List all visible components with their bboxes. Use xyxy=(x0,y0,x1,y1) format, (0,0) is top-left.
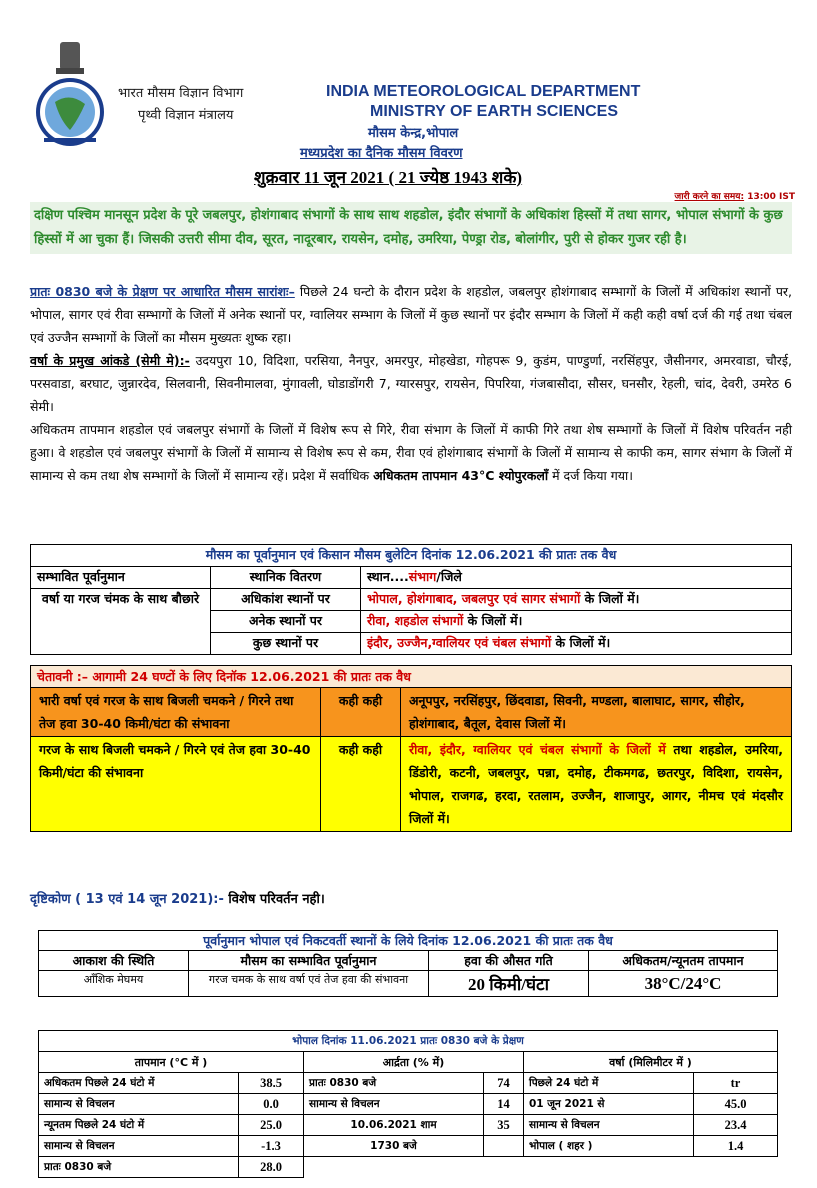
warning-title: चेतावनी :– आगामी 24 घण्टों के लिए दिनॉक 12.06.2021 की प्रातः तक वैध xyxy=(30,665,792,687)
obs-label: सामान्य से विचलन xyxy=(304,1094,484,1115)
warning-table xyxy=(30,687,792,832)
report-title: मध्यप्रदेश का दैनिक मौसम विवरण xyxy=(300,146,463,161)
obs-label: 01 जून 2021 से xyxy=(524,1094,694,1115)
obs-value: 45.0 xyxy=(694,1094,778,1115)
obs-value: 0.0 xyxy=(239,1094,304,1115)
table-row xyxy=(39,1157,778,1178)
forecast-col-distribution: स्थानिक वितरण xyxy=(211,567,361,589)
rainfall-text: उदयपुरा 10, विदिशा, परसिया, नैनपुर, अमरपुर, मोहखेडा, गोहपरू 9, कुडंम, पाण्डुर्णा, नरसिंहपुर, जैसीनगर, अमरवाडा, चौरई, परसवाडा, बरघाट, जुन्नारदेव, सिलवानी, सिवनीमालवा, मुंगावली, घोडाडोंगरी 7, ग्यारसपुर, रायसेन, पिपरिया, गंजबासौदा, सौसर, घनसौर, रेहली, चांद, देवरी, उमरेठ 6 सेमी। xyxy=(30,353,792,414)
obs-value: 1.4 xyxy=(694,1136,778,1157)
rainfall-lead: वर्षा के प्रमुख आंकडे (सेमी मे):- xyxy=(30,353,190,368)
max-temperature: अधिकतम तापमान 43°C श्योपुरकलॉं xyxy=(373,468,549,483)
wind-speed-value: 20 किमी/घंटा xyxy=(429,971,589,997)
obs-value: 23.4 xyxy=(694,1115,778,1136)
summary-lead: प्रातः 0830 बजे के प्रेक्षण पर आधारित मौसम सारांशः– xyxy=(30,284,295,299)
forecast-places: इंदौर, उज्जैन,ग्वालियर एवं चंबल संभागों के जिलों में। xyxy=(361,633,792,655)
col-max-min-temp: अधिकतम/न्यूनतम तापमान xyxy=(589,951,778,971)
obs-value: 35 xyxy=(484,1115,524,1136)
obs-value xyxy=(484,1136,524,1157)
obs-value: 14 xyxy=(484,1094,524,1115)
letterhead xyxy=(0,0,817,200)
forecast-event: वर्षा या गरज चंमक के साथ बौछारे xyxy=(31,589,211,655)
forecast-col-forecast: सम्भावित पूर्वानुमान xyxy=(31,567,211,589)
obs-label: भोपाल ( शहर ) xyxy=(524,1136,694,1157)
obs-label: न्यूनतम पिछले 24 घंटो में xyxy=(39,1115,239,1136)
obs-value: 74 xyxy=(484,1073,524,1094)
eng-ministry-line: MINISTRY OF EARTH SCIENCES xyxy=(370,103,619,120)
issue-time-value: 13:00 IST xyxy=(747,192,795,202)
obs-label: सामान्य से विचलन xyxy=(39,1136,239,1157)
obs-label: 10.06.2021 शाम xyxy=(304,1115,484,1136)
issue-time-label: जारी करने का समय: xyxy=(674,192,745,202)
obs-value: 38.5 xyxy=(239,1073,304,1094)
hindi-ministry-line: पृथ्वी विज्ञान मंत्रालय xyxy=(138,108,234,123)
obs-label: सामान्य से विचलन xyxy=(39,1094,239,1115)
outlook xyxy=(30,889,325,907)
col-rainfall: वर्षा (मिलिमीटर में ) xyxy=(524,1052,778,1073)
col-forecast: मौसम का सम्भावित पूर्वानुमान xyxy=(189,951,429,971)
forecast-col-places: स्थान....संभाग/जिले xyxy=(361,567,792,589)
obs-value: tr xyxy=(694,1073,778,1094)
obs-label: अधिकतम पिछले 24 घंटो में xyxy=(39,1073,239,1094)
obs-label: पिछले 24 घंटो में xyxy=(524,1073,694,1094)
temperature-tail: में दर्ज किया गया। xyxy=(552,468,633,483)
hindi-department-name xyxy=(118,83,243,127)
imd-emblem-icon xyxy=(30,40,110,150)
warning-places: रीवा, इंदौर, ग्वालियर एवं चंबल संभागों के जिलों में तथा शहडोल, उमरिया, डिंडोरी, कटनी, जबलपुर, पन्ना, दमोह, टीकमगढ, छतरपुर, विदिशा, रायसेन, भोपाल, राजगढ, हरदा, रतलाम, उज्जैन, शाजापुर, आगर, नीमच एवं मंदसौर जिलों में। xyxy=(401,737,792,832)
forecast-table xyxy=(30,544,792,655)
outlook-text: विशेष परिवर्तन नही। xyxy=(223,892,325,907)
warning-row xyxy=(31,737,792,832)
col-wind-speed: हवा की औसत गति xyxy=(429,951,589,971)
forecast-distribution: अनेक स्थानों पर xyxy=(211,611,361,633)
observation-title: भोपाल दिनांक 11.06.2021 प्रातः 0830 बजे के प्रेक्षण xyxy=(39,1031,778,1052)
temp-value: 38°C/24°C xyxy=(589,971,778,997)
sky-condition-value: आँशिक मेघमय xyxy=(39,971,189,997)
obs-value: 25.0 xyxy=(239,1115,304,1136)
empty-cell xyxy=(304,1157,778,1178)
outlook-label: दृष्टिकोण ( 13 एवं 14 जून 2021):- xyxy=(30,892,224,907)
summary-text: पिछले 24 घन्टो के दौरान प्रदेश के शहडोल, जबलपुर होशंगाबाद सम्भागों के जिलों में अधिकांश स्थानों पर, भोपाल, सागर एवं रीवा सम्भागों के जिलों में अनेक स्थानों पर, ग्वालियर सम्भाग के जिलों में कुछ स्थानों पर इंदौर सम्भाग के जिलों में कही कही वर्षा दर्ज की गई तथा चंबल एवं उज्जैन सम्भागों के जिलों का मौसम मुख्यतः शुष्क रहा। xyxy=(30,284,792,345)
obs-value: -1.3 xyxy=(239,1136,304,1157)
col-humidity: आर्द्रता (% में) xyxy=(304,1052,524,1073)
warning-distribution: कही कही xyxy=(321,688,401,737)
forecast-distribution: अधिकांश स्थानों पर xyxy=(211,589,361,611)
obs-label: 1730 बजे xyxy=(304,1136,484,1157)
centre-name: मौसम केन्द्र,भोपाल xyxy=(368,126,459,141)
forecast-value: गरज चमक के साथ वर्षा एवं तेज हवा की संभावना xyxy=(189,971,429,997)
issue-time xyxy=(675,189,795,202)
warning-event: भारी वर्षा एवं गरज के साथ बिजली चमकने / गिरने तथा तेज हवा 30-40 किमी/घंटा की संभावना xyxy=(31,688,321,737)
english-department-name xyxy=(326,82,640,122)
weather-summary xyxy=(30,280,792,487)
col-sky-condition: आकाश की स्थिति xyxy=(39,951,189,971)
table-row xyxy=(39,1094,778,1115)
warning-event: गरज के साथ बिजली चमकने / गिरने एवं तेज हवा 30-40 किमी/घंटा की संभावना xyxy=(31,737,321,832)
forecast-places: भोपाल, होशंगाबाद, जबलपुर एवं सागर संभागों के जिलों में। xyxy=(361,589,792,611)
warning-distribution: कही कही xyxy=(321,737,401,832)
hindi-dept-line1: भारत मौसम विज्ञान विभाग xyxy=(118,86,244,101)
obs-label: प्रातः 0830 बजे xyxy=(304,1073,484,1094)
bhopal-forecast-title: पूर्वानुमान भोपाल एवं निकटवर्ती स्थानों के लिये दिनांक 12.06.2021 की प्रातः तक वैध xyxy=(39,931,778,951)
warning-row xyxy=(31,688,792,737)
table-row xyxy=(39,1115,778,1136)
warning-places: अनूपपुर, नरसिंहपुर, छिंदवाडा, सिवनी, मण्डला, बालाघाट, सागर, सीहोर, होशंगाबाद, बैतूल, देवास जिलों में। xyxy=(401,688,792,737)
report-date: शुक्रवार 11 जून 2021 ( 21 ज्येष्ठ 1943 शके) xyxy=(254,168,523,187)
observation-table xyxy=(38,1030,778,1178)
temperature-text: अधिकतम तापमान शहडोल एवं जबलपुर संभागों के जिलों में विशेष रूप से गिरे, रीवा संभाग के जिलों में काफी गिरे तथा शेष सम्भागों के जिलों में विशेष परिवर्तन नही हुआ। वे शहडोल एवं जबलपुर संभागों के जिलों में सामान्य से विशेष रूप से कम, रीवा एवं होशंगाबाद संभागों के जिलों में सामान्य से काफी कम, सागर संभाग के जिलों में सामान्य से कम तथा शेष सम्भागों के जिलों में सामान्य रहें। प्रदेश में सर्वाधिक xyxy=(30,422,792,483)
bhopal-forecast-table xyxy=(38,930,778,997)
obs-label: सामान्य से विचलन xyxy=(524,1115,694,1136)
forecast-title: मौसम का पूर्वानुमान एवं किसान मौसम बुलेटिन दिनांक 12.06.2021 की प्रातः तक वैध xyxy=(31,545,792,567)
forecast-places: रीवा, शहडोल संभागों के जिलों में। xyxy=(361,611,792,633)
temperature-paragraph xyxy=(30,418,792,487)
obs-label: प्रातः 0830 बजे xyxy=(39,1157,239,1178)
summary-paragraph xyxy=(30,280,792,349)
table-row xyxy=(39,1073,778,1094)
rainfall-paragraph xyxy=(30,349,792,418)
forecast-distribution: कुछ स्थानों पर xyxy=(211,633,361,655)
col-temperature: तापमान (°C में ) xyxy=(39,1052,304,1073)
monsoon-status: दक्षिण पश्चिम मानसून प्रदेश के पूरे जबलपुर, होशंगाबाद संभागों के साथ साथ शहडोल, इंदौर संभागों के अधिकांश हिस्सों में तथा सागर, भोपाल संभागों के कुछ हिस्सों में आ चुका हैं। जिसकी उत्तरी सीमा दीव, सूरत, नादूरबार, रायसेन, दमोह, उमरिया, पेण्ड्रा रोड, बोलांगीर, पुरी से होकर गुजर रही है। xyxy=(30,202,792,254)
eng-dept-line1: INDIA METEOROLOGICAL DEPARTMENT xyxy=(326,83,641,100)
obs-value: 28.0 xyxy=(239,1157,304,1178)
table-row xyxy=(39,1136,778,1157)
